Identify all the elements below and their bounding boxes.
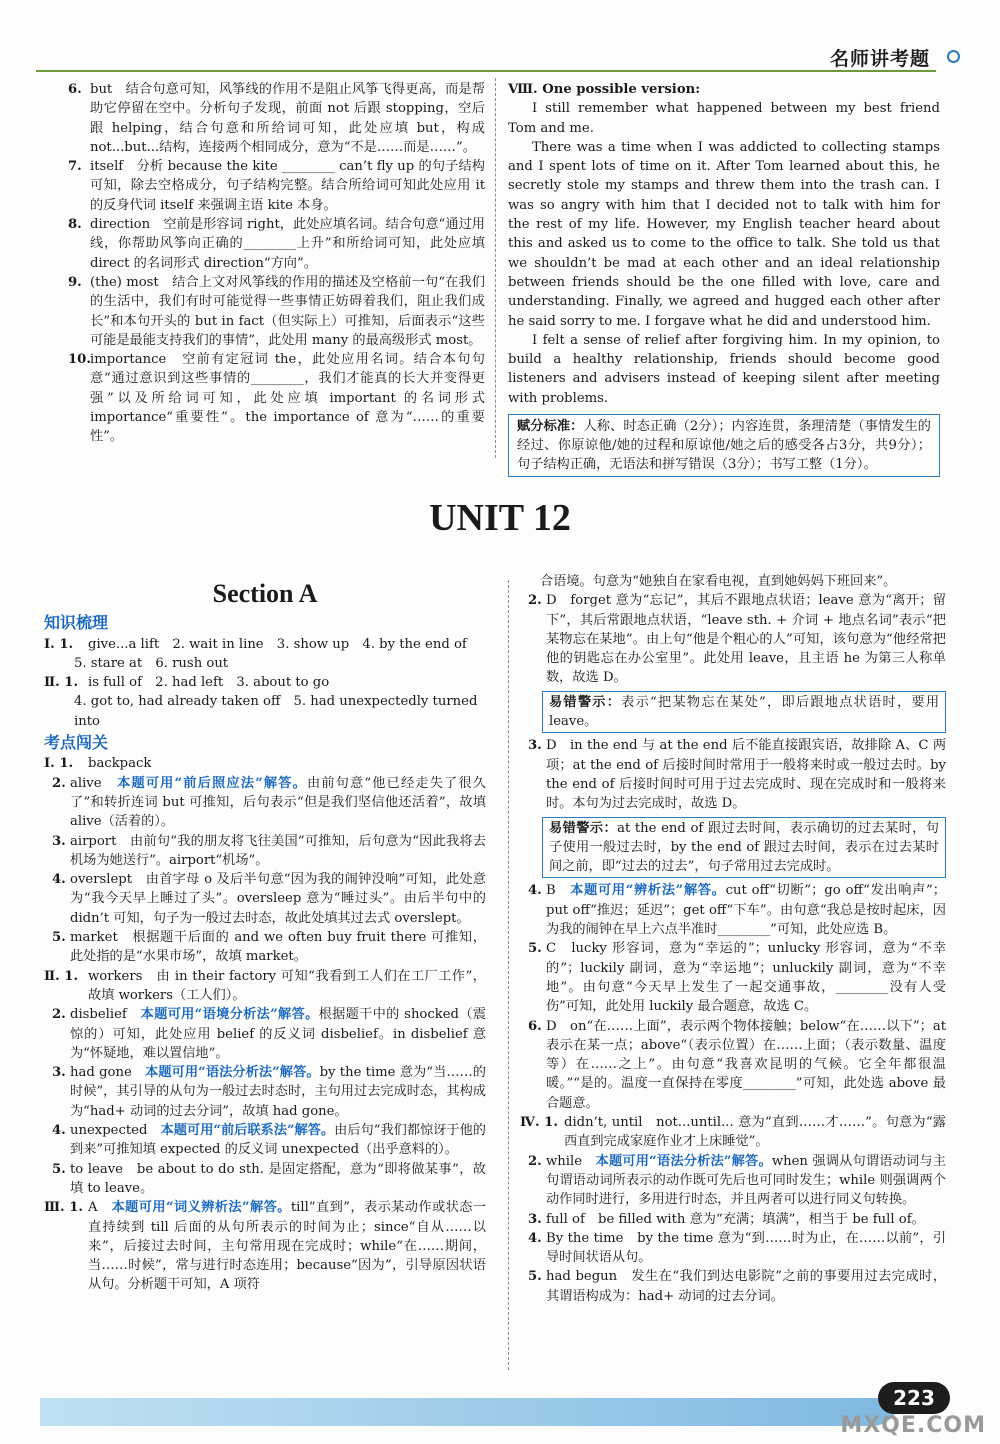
- answer-item: 2. D forget 意为“忘记”，其后不跟地点状语；leave 意为“离开；留下”，其后常跟地点状语，“leave sth. + 介词 + 地点名词”表示“把某物忘在某地”。由上句“他是个粗心的人”可知，该句意为“他经常把他的钥匙忘在办公室里”。此处用 leave，且主语 he 为第三人称单数，故选 D。: [528, 593, 946, 686]
- answer-item: 4. unexpected 本题可用“前后联系法”解答。由后句“我们都惊讶于他的到来”可推知填 expected 的反义词 unexpected（出乎意料的）。: [52, 1123, 486, 1158]
- answer-item: 3. full of be filled with 意为“充满；填满”，相当于 be full of。: [528, 1211, 925, 1227]
- essay-paragraph: I felt a sense of relief after forgiving him. In my opinion, to build a healthy relationship, friends should become good listeners and advisers instead of keeping silent after meeting with problems.: [508, 332, 940, 406]
- essay-section: [508, 80, 940, 477]
- answer-item: 8. direction 空前是形容词 right，此处应填名词。结合句意“通过用线，你帮助风筝向正确的________上升”和所给词可知，此处应填 direct 的名词形式 direction“方向”。: [68, 217, 485, 271]
- answer-item: 4. B 本题可用“辨析法”解答。cut off“切断”；go off“发出响声”；put off“推迟；延迟”；get off“下车”。由句意“我总是按时起床，因为我的闹钟在早上六点半准时________”可知，此处应选 B。: [528, 883, 946, 938]
- footer-band: [40, 1398, 900, 1426]
- answer-item: 9. (the) most 结合上文对风筝线的作用的描述及空格前一句“在我们的生活中，我们有时可能觉得一些事情正妨碍着我们，阻止我们成长”和本句开头的 but in fact（但实际上）可推知，后面表示“这些可能是最能支持我们的事情”，此处用 many 的最高级形式 most。: [68, 274, 485, 348]
- header-title: 名师讲考题: [829, 48, 930, 70]
- answer-item: 3. had gone 本题可用“语法分析法”解答。by the time 意为“当……的时候”，其引导的从句为一般过去时态时，主句用过去完成时态，其构成为“had+ 动词的过去分词”，故填 had gone。: [52, 1065, 486, 1119]
- essay-paragraph: I still remember what happened between my best friend Tom and me.: [508, 101, 940, 136]
- warning-box: 易错警示：at the end of 跟过去时间，表示确切的过去某时，句子使用一般过去时，by the end of 跟过去时间，表示在过去某时间之前，即“过去的过去”，句子常用过去完成时。: [542, 817, 946, 879]
- column-divider: [495, 78, 496, 458]
- checkpoint-line: Ⅳ. 1. didn’t, until not...until... 意为“直到……才……”。句意为“露西直到完成家庭作业才上床睡觉”。: [520, 1115, 946, 1150]
- section-title: Section A: [212, 579, 318, 608]
- column-divider: [508, 580, 509, 1370]
- answer-item: 3. D in the end 与 at the end 后不能直接跟宾语，故排除 A、C 两项；at the end of 后接时间时常用于一般将来时或一般过去时。by the end of 后接时间时可用于过去完成时、现在完成时和一般将来时。本句为过去完成时，故选 D。: [528, 738, 947, 812]
- answers-top-left: [60, 80, 485, 447]
- answer-item: 4. overslept 由首字母 o 及后半句意“因为我的闹钟没响”可知，此处意为“我今天早上睡过了头”。oversleep 意为“睡过头”。由后半句中的 didn’t 可知，句子为一般过去时态，故此处填其过去式 overslept。: [52, 872, 486, 926]
- warning-box: 易错警示：表示“把某物忘在某处”，即后跟地点状语时，要用 leave。: [542, 691, 946, 734]
- score-text: 人称、时态正确（2分）；内容连贯，条理清楚（事情发生的经过、你原谅他/她的过程和原谅他/她之后的感受各占3分，共9分）；句子结构正确，无语法和拼写错误（3分）；书写工整（1分）。: [517, 419, 931, 473]
- essay-heading: Ⅷ. One possible version:: [508, 82, 701, 97]
- checkpoint-line: Ⅲ. 1. A 本题可用“词义辨析法”解答。till“直到”，表示某动作或状态一直持续到 till 后面的从句所表示的时间为止；since“自从……以来”，后接过去时间，主句常用现在完成时；while“在……期间，当……时候”，常与进行时态连用；because“因为”，引导原因状语从句。分析题干可知，A 项符: [44, 1200, 487, 1293]
- header-rule: [36, 70, 936, 72]
- knowledge-line: 4. got to, had already taken off 5. had unexpectedly turned into: [74, 694, 478, 729]
- watermark: MXQE.COM: [840, 1413, 986, 1438]
- continued-text: 合语境。句意为“她独自在家看电视，直到她妈妈下班回来”。: [540, 574, 897, 589]
- answer-item: 2. while 本题可用“语法分析法”解答。when 强调从句谓语动词与主句谓语动词所表示的动作既可先后也可同时发生；while 则强调两个动作同时进行，多用进行时态，并且两者可以进行同义句转换。: [528, 1153, 946, 1208]
- answer-item: 5. had begun 发生在“我们到达电影院”之前的事要用过去完成时，其谓语构成为：had+ 动词的过去分词。: [528, 1269, 947, 1304]
- score-criteria-box: [508, 414, 940, 477]
- score-label: 赋分标准：: [517, 419, 584, 435]
- knowledge-line: Ⅰ. 1. give...a lift 2. wait in line 3. show up 4. by the end of: [44, 636, 467, 652]
- answer-item: 5. market 根据题干后面的 and we often buy fruit there 可推知，此处指的是“水果市场”，故填 market。: [52, 930, 486, 965]
- answer-item: 3. airport 由前句“我的朋友将飞往美国”可推知，后句意为“因此我将去机场为她送行”。airport“机场”。: [52, 833, 486, 868]
- unit-title: UNIT 12: [429, 497, 571, 539]
- answer-item: 5. to leave be about to do sth. 是固定搭配，意为“即将做某事”，故填 to leave。: [52, 1161, 486, 1196]
- checkpoint-heading: 考点闯关: [44, 733, 109, 753]
- essay-paragraph: There was a time when I was addicted to collecting stamps and I spent lots of time on it. After Tom learned about this, he secretly stole my stamps and threw them into the trash can. I was so angry with him that I decided not to talk with him for the rest of my life. However, my English teacher heard about this and asked us to come to the office to talk. She told us that we shouldn’t be mad at each other and an ideal relationship between friends should be the one filled with love, care and understanding. Finally, we agreed and hugged each other after he said sorry to me. I forgave what he did and understood him.: [508, 139, 940, 329]
- page-header: [0, 0, 1000, 80]
- checkpoint-line: Ⅰ. 1. backpack: [44, 756, 152, 772]
- knowledge-heading: 知识梳理: [44, 613, 109, 633]
- answer-item: 7. itself 分析 because the kite ________ can’t fly up 的句子结构可知，除去空格成分，句子结构完整。结合所给词可知此处应用 it 的反身代词 itself 来强调主语 kite 本身。: [68, 159, 485, 213]
- section-a-left: [44, 576, 486, 1295]
- knowledge-line: 5. stare at 6. rush out: [74, 655, 229, 671]
- answer-item: 6. D on“在……上面”，表示两个物体接触；below“在……以下”；at 表示在某一点；above“（表示位置）在……上面；（表示数量、温度等）在……之上”。由句意“我喜欢昆明的气候。它全年都很温暖。”“是的。温度一直保持在零度________”可知，此处选 above 最合题意。: [528, 1018, 946, 1111]
- page-footer: [0, 1364, 1000, 1444]
- page-number: 223: [878, 1382, 950, 1414]
- answer-item: 5. C lucky 形容词，意为“幸运的”；unlucky 形容词，意为“不幸的”；luckily 副词，意为“幸运地”；unluckily 副词，意为“不幸地”。由句意“今天早上发生了一起交通事故，________没有人受伤”可知，此处用 luckily 最合题意，故选 C。: [528, 941, 946, 1015]
- checkpoint-line: Ⅱ. 1. workers 由 in their factory 可知“我看到工人们在工厂工作”，故填 workers（工人们）。: [44, 968, 486, 1003]
- answer-item: 4. By the time by the time 意为“到……时为止，在……以前”，引导时间状语从句。: [528, 1230, 947, 1266]
- section-a-right: [520, 572, 946, 1306]
- answer-item: 6. but 结合句意可知，风筝线的作用不是阻止风筝飞得更高，而是帮助它停留在空中。分析句子发现，前面 not 后跟 stopping，空后跟 helping，结合句意和所给词可知，此处应填 but，构成 not...but...结构，连接两个相同成分，意为“不是……而是……”。: [68, 82, 485, 155]
- answer-item: 10. importance 空前有定冠词 the，此处应用名词。结合本句句意“通过意识到这些事情的________，我们才能真的长大并变得更强”以及所给词可知，此处应填 important 的名词形式 importance“重要性”。the importance of 意为“……的重要性”。: [68, 352, 485, 445]
- header-circle-icon: [947, 50, 960, 63]
- answer-item: 2. alive 本题可用“前后照应法”解答。由前句意“他已经走失了很久了”和转折连词 but 可推知，后句表示“但是我们坚信他还活着”，故填 alive（活着的）。: [52, 775, 486, 830]
- knowledge-line: Ⅱ. 1. is full of 2. had left 3. about to go: [44, 675, 330, 691]
- answer-item: 2. disbelief 本题可用“语境分析法”解答。根据题干中的 shocked（震惊的）可知，此处应用 belief 的反义词 disbelief。in disbelief 意为“怀疑地，难以置信地”。: [52, 1007, 487, 1061]
